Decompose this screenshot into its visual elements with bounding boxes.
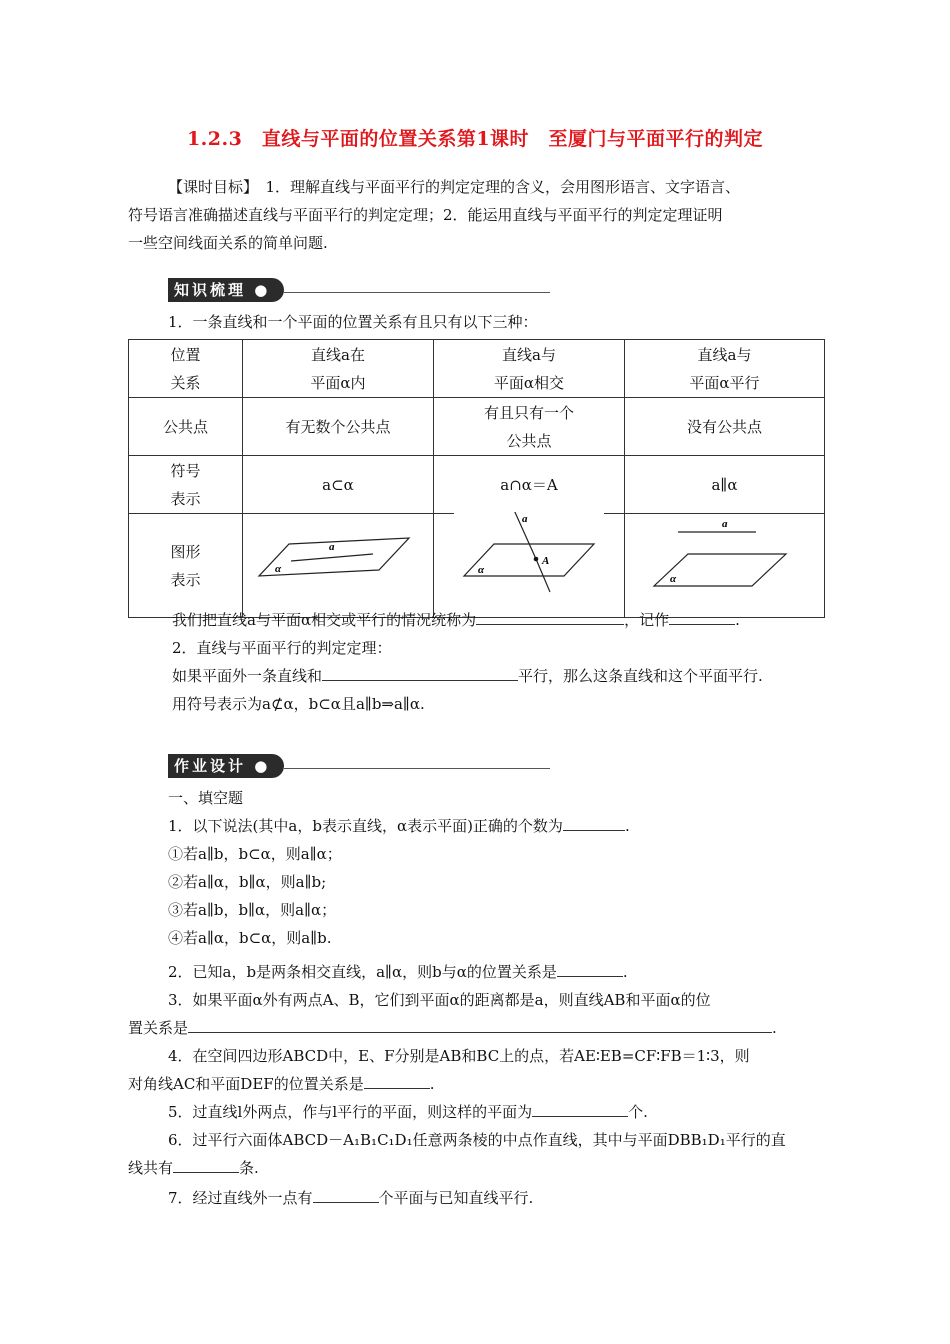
theorem-title: 2．直线与平面平行的判定定理： bbox=[172, 639, 392, 657]
intro-text: 1．一条直线和一个平面的位置关系有且只有以下三种： bbox=[168, 313, 538, 331]
question-4-line-1: 4．在空间四边形ABCD中，E、F分别是AB和BC上的点，若AE∶EB=CF∶FB＝1∶3，则 bbox=[168, 1047, 750, 1065]
svg-text:a: a bbox=[522, 513, 528, 525]
question-3-line-2: 置关系是 . bbox=[128, 1014, 777, 1042]
table-cell: 有无数个公共点 bbox=[243, 398, 434, 456]
answer-blank[interactable] bbox=[557, 958, 623, 977]
table-cell: 没有公共点 bbox=[625, 398, 825, 456]
table-cell: 符号 表示 bbox=[129, 456, 243, 514]
table-cell: 公共点 bbox=[129, 398, 243, 456]
objectives-line-1: 【课时目标】 1．理解直线与平面平行的判定定理的含义，会用图形语言、文字语言、 bbox=[168, 178, 741, 196]
theorem-line-2: 用符号表示为a⊄α，b⊂α且a∥b⇒a∥α. bbox=[172, 695, 425, 713]
answer-blank[interactable] bbox=[476, 606, 624, 625]
table-cell: 有且只有一个 公共点 bbox=[434, 398, 625, 456]
divider bbox=[284, 292, 550, 293]
question-1-option: ③若a∥b，b∥α，则a∥α； bbox=[168, 901, 337, 919]
section-banner-knowledge bbox=[168, 278, 550, 304]
section-label: 知识梳理 ● bbox=[168, 278, 284, 302]
question-1-option: ①若a∥b，b⊂α，则a∥α； bbox=[168, 845, 342, 863]
answer-blank[interactable] bbox=[669, 606, 735, 625]
question-1: 1．以下说法(其中a，b表示直线，α表示平面)正确的个数为 . bbox=[168, 812, 630, 840]
after-table-line: 我们把直线a与平面α相交或平行的情况统称为 ，记作 . bbox=[172, 606, 740, 634]
table-cell: 直线a与 平面α平行 bbox=[625, 340, 825, 398]
table-row-header bbox=[129, 340, 825, 398]
figure-line-parallel-plane bbox=[626, 514, 824, 608]
question-3-line-1: 3．如果平面α外有两点A、B，它们到平面α的距离都是a，则直线AB和平面α的位 bbox=[168, 991, 711, 1009]
section-banner-homework bbox=[168, 754, 550, 780]
table-cell: a⊂α bbox=[243, 456, 434, 514]
objectives-line-2: 符号语言准确描述直线与平面平行的判定定理；2．能运用直线与平面平行的判定定理证明 bbox=[128, 206, 723, 224]
svg-text:α: α bbox=[669, 573, 676, 585]
table-cell: 位置 关系 bbox=[129, 340, 243, 398]
figure-line-intersect-plane bbox=[434, 512, 624, 606]
objectives-line-3: 一些空间线面关系的简单问题. bbox=[128, 234, 328, 252]
table-row-common-points bbox=[129, 398, 825, 456]
table-cell: 直线a在 平面α内 bbox=[243, 340, 434, 398]
question-1-option: ②若a∥α，b∥α，则a∥b; bbox=[168, 873, 327, 891]
answer-blank[interactable] bbox=[188, 1014, 772, 1033]
question-2: 2．已知a，b是两条相交直线，a∥α，则b与α的位置关系是 . bbox=[168, 958, 628, 986]
table-cell bbox=[625, 514, 825, 618]
question-6-line-1: 6．过平行六面体ABCD－A₁B₁C₁D₁任意两条棱的中点作直线，其中与平面DBB₁D₁平行的直 bbox=[168, 1131, 786, 1149]
svg-text:A: A bbox=[542, 555, 550, 567]
answer-blank[interactable] bbox=[322, 662, 518, 681]
answer-blank[interactable] bbox=[173, 1154, 239, 1173]
svg-text:α: α bbox=[275, 563, 282, 575]
svg-text:α: α bbox=[478, 564, 485, 576]
table-cell: 图形 表示 bbox=[129, 514, 243, 618]
answer-blank[interactable] bbox=[364, 1070, 430, 1089]
table-cell bbox=[243, 514, 434, 618]
question-1-option: ④若a∥α，b⊂α，则a∥b. bbox=[168, 929, 332, 947]
figure-line-in-plane bbox=[243, 514, 433, 608]
table-cell: 直线a与 平面α相交 bbox=[434, 340, 625, 398]
divider bbox=[284, 768, 550, 769]
exercise-heading: 一、填空题 bbox=[168, 789, 244, 807]
table-row-symbol bbox=[129, 456, 825, 514]
svg-text:a: a bbox=[721, 518, 727, 530]
answer-blank[interactable] bbox=[563, 812, 625, 831]
answer-blank[interactable] bbox=[532, 1098, 628, 1117]
page-title: 1.2.3 直线与平面的位置关系第1课时 至厦门与平面平行的判定 bbox=[186, 128, 764, 150]
table-cell bbox=[434, 514, 625, 618]
position-relation-table bbox=[128, 339, 825, 618]
section-label: 作业设计 ● bbox=[168, 754, 284, 778]
question-6-line-2: 线共有 条. bbox=[128, 1154, 259, 1182]
question-7: 7．经过直线外一点有 个平面与已知直线平行. bbox=[168, 1184, 533, 1212]
question-5: 5．过直线l外两点，作与l平行的平面，则这样的平面为 个. bbox=[168, 1098, 648, 1126]
question-4-line-2: 对角线AC和平面DEF的位置关系是 . bbox=[128, 1070, 434, 1098]
table-cell: a∩α＝A bbox=[434, 456, 625, 514]
answer-blank[interactable] bbox=[313, 1184, 379, 1203]
theorem-line-1: 如果平面外一条直线和 平行，那么这条直线和这个平面平行. bbox=[172, 662, 763, 690]
table-cell: a∥α bbox=[625, 456, 825, 514]
table-row-figure bbox=[129, 514, 825, 618]
svg-text:a: a bbox=[329, 541, 335, 553]
